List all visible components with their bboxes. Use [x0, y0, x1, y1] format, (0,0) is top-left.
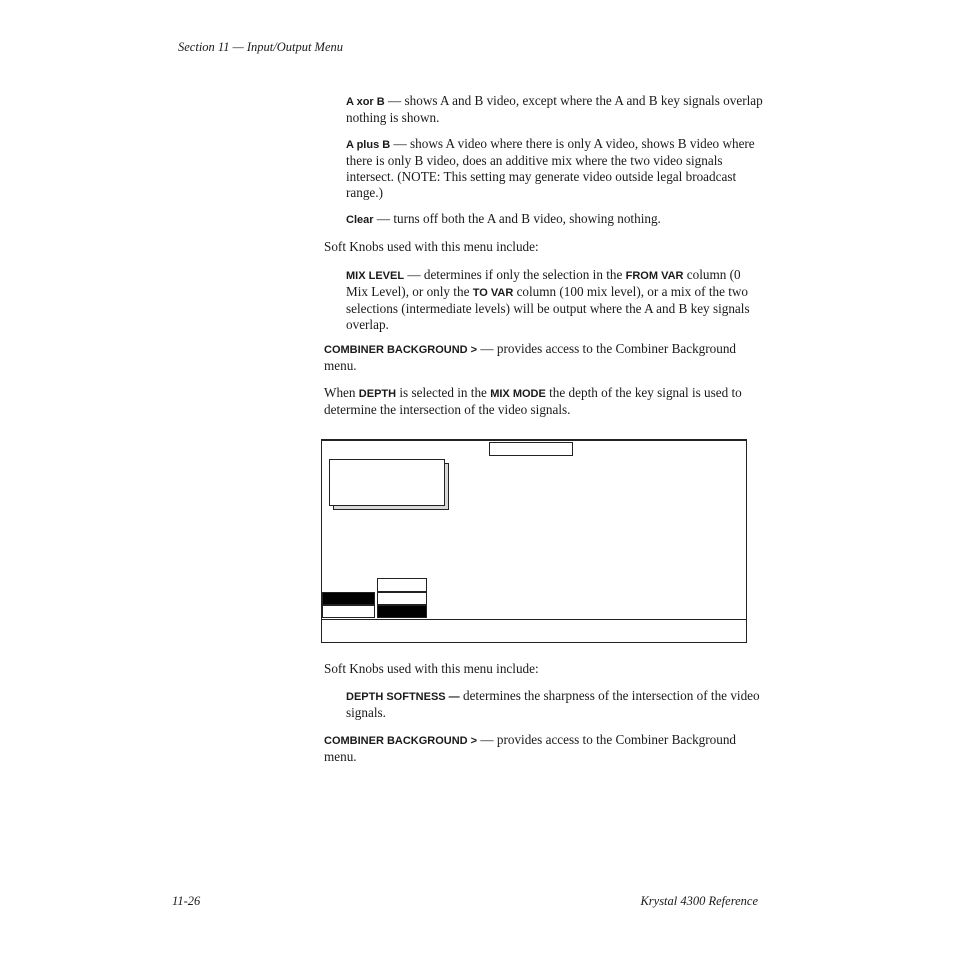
keyword-to-var: TO VAR [472, 287, 514, 299]
mode-cell-selected [322, 592, 375, 605]
menu-cell-2 [377, 592, 427, 605]
text-when-3: the depth of the key signal is used to determine the intersection of the video signals. [324, 385, 742, 417]
keyword-depth: DEPTH [358, 388, 397, 400]
text-mix-level-2: column (0 Mix Level), or only the [346, 267, 741, 299]
page-number: 11-26 [172, 894, 201, 908]
keyword-a-xor-b: A xor B [346, 96, 385, 108]
keyword-combiner-background-1: COMBINER BACKGROUND > [324, 344, 478, 356]
keyword-a-plus-b: A plus B [346, 139, 391, 151]
paragraph-combiner-background-1 [324, 341, 764, 374]
keyword-clear: Clear [346, 214, 374, 226]
menu-title-box [489, 442, 573, 456]
text-combiner-background-1: — provides access to the Combiner Background menu. [324, 341, 737, 373]
soft-knobs-intro-1: Soft Knobs used with this menu include: [324, 239, 539, 254]
paragraph-clear [346, 211, 764, 228]
text-mix-level-1: — determines if only the selection in the [404, 267, 626, 282]
paragraph-combiner-background-2 [324, 732, 764, 765]
paragraph-a-xor-b [346, 93, 764, 126]
running-footer-title: Krystal 4300 Reference [640, 894, 758, 908]
paragraph-mix-level [346, 267, 764, 333]
text-when-1: When [324, 385, 359, 400]
keyword-depth-softness: DEPTH SOFTNESS — [346, 691, 460, 703]
soft-knobs-intro-2: Soft Knobs used with this menu include: [324, 661, 539, 676]
menu-cell-selected [377, 605, 427, 618]
text-when-2: is selected in the [396, 385, 491, 400]
text-clear: — turns off both the A and B video, showing nothing. [373, 211, 661, 226]
keyword-from-var: FROM VAR [625, 270, 684, 282]
keyword-mix-level: MIX LEVEL [346, 270, 405, 282]
mode-cell [322, 605, 375, 618]
text-depth-softness: determines the sharpness of the intersection of the video signals. [346, 688, 760, 720]
text-combiner-background-2: — provides access to the Combiner Background menu. [324, 732, 737, 764]
keyword-combiner-background-2: COMBINER BACKGROUND > [324, 735, 478, 747]
text-a-plus-b: — shows A video where there is only A video, shows B video where there is only B video, does an additive mix where the two video signals intersect. (NOTE: This setting may generate video outside legal broadcast range.) [346, 136, 755, 200]
running-header: Section 11 — Input/Output Menu [178, 40, 344, 54]
paragraph-when-depth [324, 385, 764, 418]
menu-cell-1 [377, 578, 427, 592]
keyword-mix-mode: MIX MODE [490, 388, 546, 400]
status-divider [321, 619, 747, 620]
text-mix-level-3: column (100 mix level), or a mix of the two selections (intermediate levels) will be output where the A and B key signals overlap. [346, 284, 750, 332]
paragraph-depth-softness [346, 688, 764, 721]
paragraph-a-plus-b [346, 136, 764, 201]
text-a-xor-b: — shows A and B video, except where the A and B key signals overlap nothing is shown. [346, 93, 763, 125]
info-panel [329, 459, 445, 506]
